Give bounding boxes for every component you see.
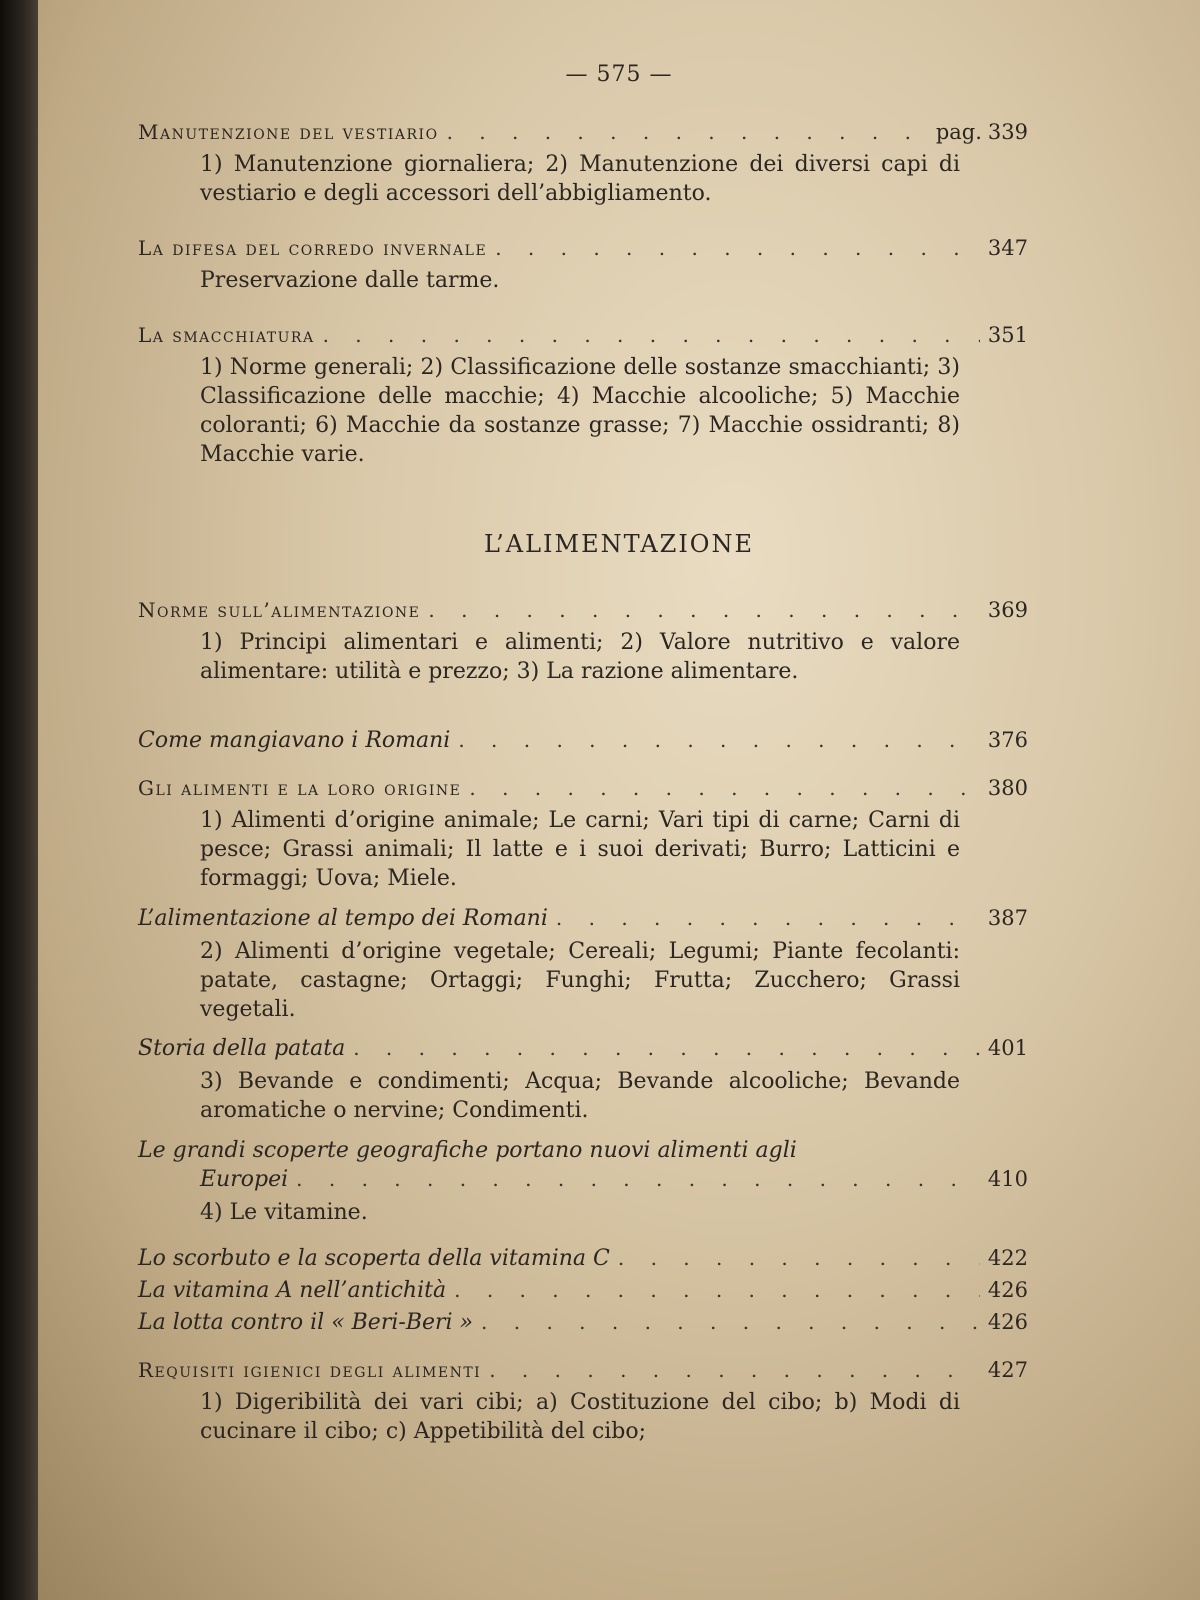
toc-entry <box>138 1138 1028 1227</box>
page-number: — 575 — <box>565 62 673 87</box>
entry-page: 369 <box>987 598 1028 622</box>
entry-description: 1) Principi alimentari e alimenti; 2) Valore nutritivo e valore alimentare: utilità e prezzo; 3) La razione alimentare. <box>200 630 960 684</box>
entry-description: 2) Alimenti d’origine vegetale; Cereali; Legumi; Piante fecolanti: patate, castagne; Ortaggi; Funghi; Frutta; Zucchero; Grassi vegetali. <box>200 939 960 1022</box>
leader-dots <box>618 1246 980 1270</box>
toc-entry <box>138 236 1028 295</box>
entry-title-line-2: Europei <box>200 1167 289 1192</box>
leader-dots <box>556 906 980 930</box>
leader-dots <box>447 120 928 144</box>
entry-title: La smacchiatura <box>138 323 315 347</box>
leader-dots <box>469 776 980 800</box>
entry-page: 426 <box>987 1310 1028 1334</box>
book-spine-shadow <box>0 0 38 1600</box>
entry-page: 401 <box>987 1036 1028 1060</box>
leader-dots <box>454 1278 980 1302</box>
leader-dots <box>353 1036 980 1060</box>
leader-dots <box>481 1310 980 1334</box>
entry-page: 339 <box>987 120 1028 144</box>
entry-title: Requisiti igienici degli alimenti <box>138 1358 482 1382</box>
entry-title: Manutenzione del vestiario <box>138 120 439 144</box>
entry-description: 1) Digeribilità dei vari cibi; a) Costituzione del cibo; b) Modi di cucinare il cibo; c) Appetibilità del cibo; <box>200 1390 960 1444</box>
leader-dots <box>458 728 980 752</box>
page-prefix: pag. <box>935 120 982 144</box>
toc-entry <box>138 323 1028 469</box>
entry-title: Norme sull’alimentazione <box>138 598 421 622</box>
toc-entry <box>138 120 1028 208</box>
entry-title: Gli alimenti e la loro origine <box>138 776 462 800</box>
entry-description: 3) Bevande e condimenti; Acqua; Bevande alcooliche; Bevande aromatiche o nervine; Condimenti. <box>200 1069 960 1123</box>
entry-description: 4) Le vitamine. <box>200 1200 368 1225</box>
entry-title: Lo scorbuto e la scoperta della vitamina C <box>138 1246 610 1271</box>
toc-entry <box>138 1246 1028 1271</box>
entry-page: 347 <box>987 236 1028 260</box>
toc-entry <box>138 1358 1028 1446</box>
section-heading: L’ALIMENTAZIONE <box>483 530 755 558</box>
entry-description: 1) Manutenzione giornaliera; 2) Manutenzione dei diversi capi di vestiario e degli accessori dell’abbigliamento. <box>200 152 960 206</box>
leader-dots <box>489 1358 980 1382</box>
toc-entry <box>138 728 1028 753</box>
entry-page: 422 <box>987 1246 1028 1270</box>
entry-title: Come mangiavano i Romani <box>138 728 451 753</box>
entry-page: 410 <box>987 1167 1028 1191</box>
toc-entry <box>138 1036 1028 1125</box>
leader-dots <box>323 323 980 347</box>
leader-dots <box>296 1167 980 1191</box>
entry-page: 380 <box>987 776 1028 800</box>
entry-description: 1) Norme generali; 2) Classificazione delle sostanze smacchianti; 3) Classificazione delle macchie; 4) Macchie alcooliche; 5) Macchie coloranti; 6) Macchie da sostanze grasse; 7) Macchie ossidranti; 8) Macchie varie. <box>200 355 960 467</box>
entry-page: 427 <box>987 1358 1028 1382</box>
entry-page: 426 <box>987 1278 1028 1302</box>
entry-page: 376 <box>987 728 1028 752</box>
leader-dots <box>495 236 980 260</box>
toc-entry <box>138 598 1028 686</box>
entry-page: 387 <box>987 906 1028 930</box>
book-page <box>38 0 1200 1600</box>
entry-title: La vitamina A nell’antichità <box>138 1278 447 1303</box>
toc-entry <box>138 1310 1028 1335</box>
entry-page: 351 <box>987 323 1028 347</box>
entry-title: La lotta contro il « Beri-Beri » <box>138 1310 474 1335</box>
toc-entry <box>138 1278 1028 1303</box>
entry-description: Preservazione dalle tarme. <box>200 268 500 293</box>
entry-title: Storia della patata <box>138 1036 346 1061</box>
entry-title-line-1: Le grandi scoperte geografiche portano nuovi alimenti agli <box>138 1138 797 1163</box>
leader-dots <box>428 598 980 622</box>
toc-entry <box>138 776 1028 893</box>
entry-title: La difesa del corredo invernale <box>138 236 488 260</box>
entry-title: L’alimentazione al tempo dei Romani <box>138 906 548 931</box>
toc-entry <box>138 906 1028 1024</box>
entry-description: 1) Alimenti d’origine animale; Le carni; Vari tipi di carne; Carni di pesce; Grassi animali; Il latte e i suoi derivati; Burro; Latticini e formaggi; Uova; Miele. <box>200 808 960 891</box>
